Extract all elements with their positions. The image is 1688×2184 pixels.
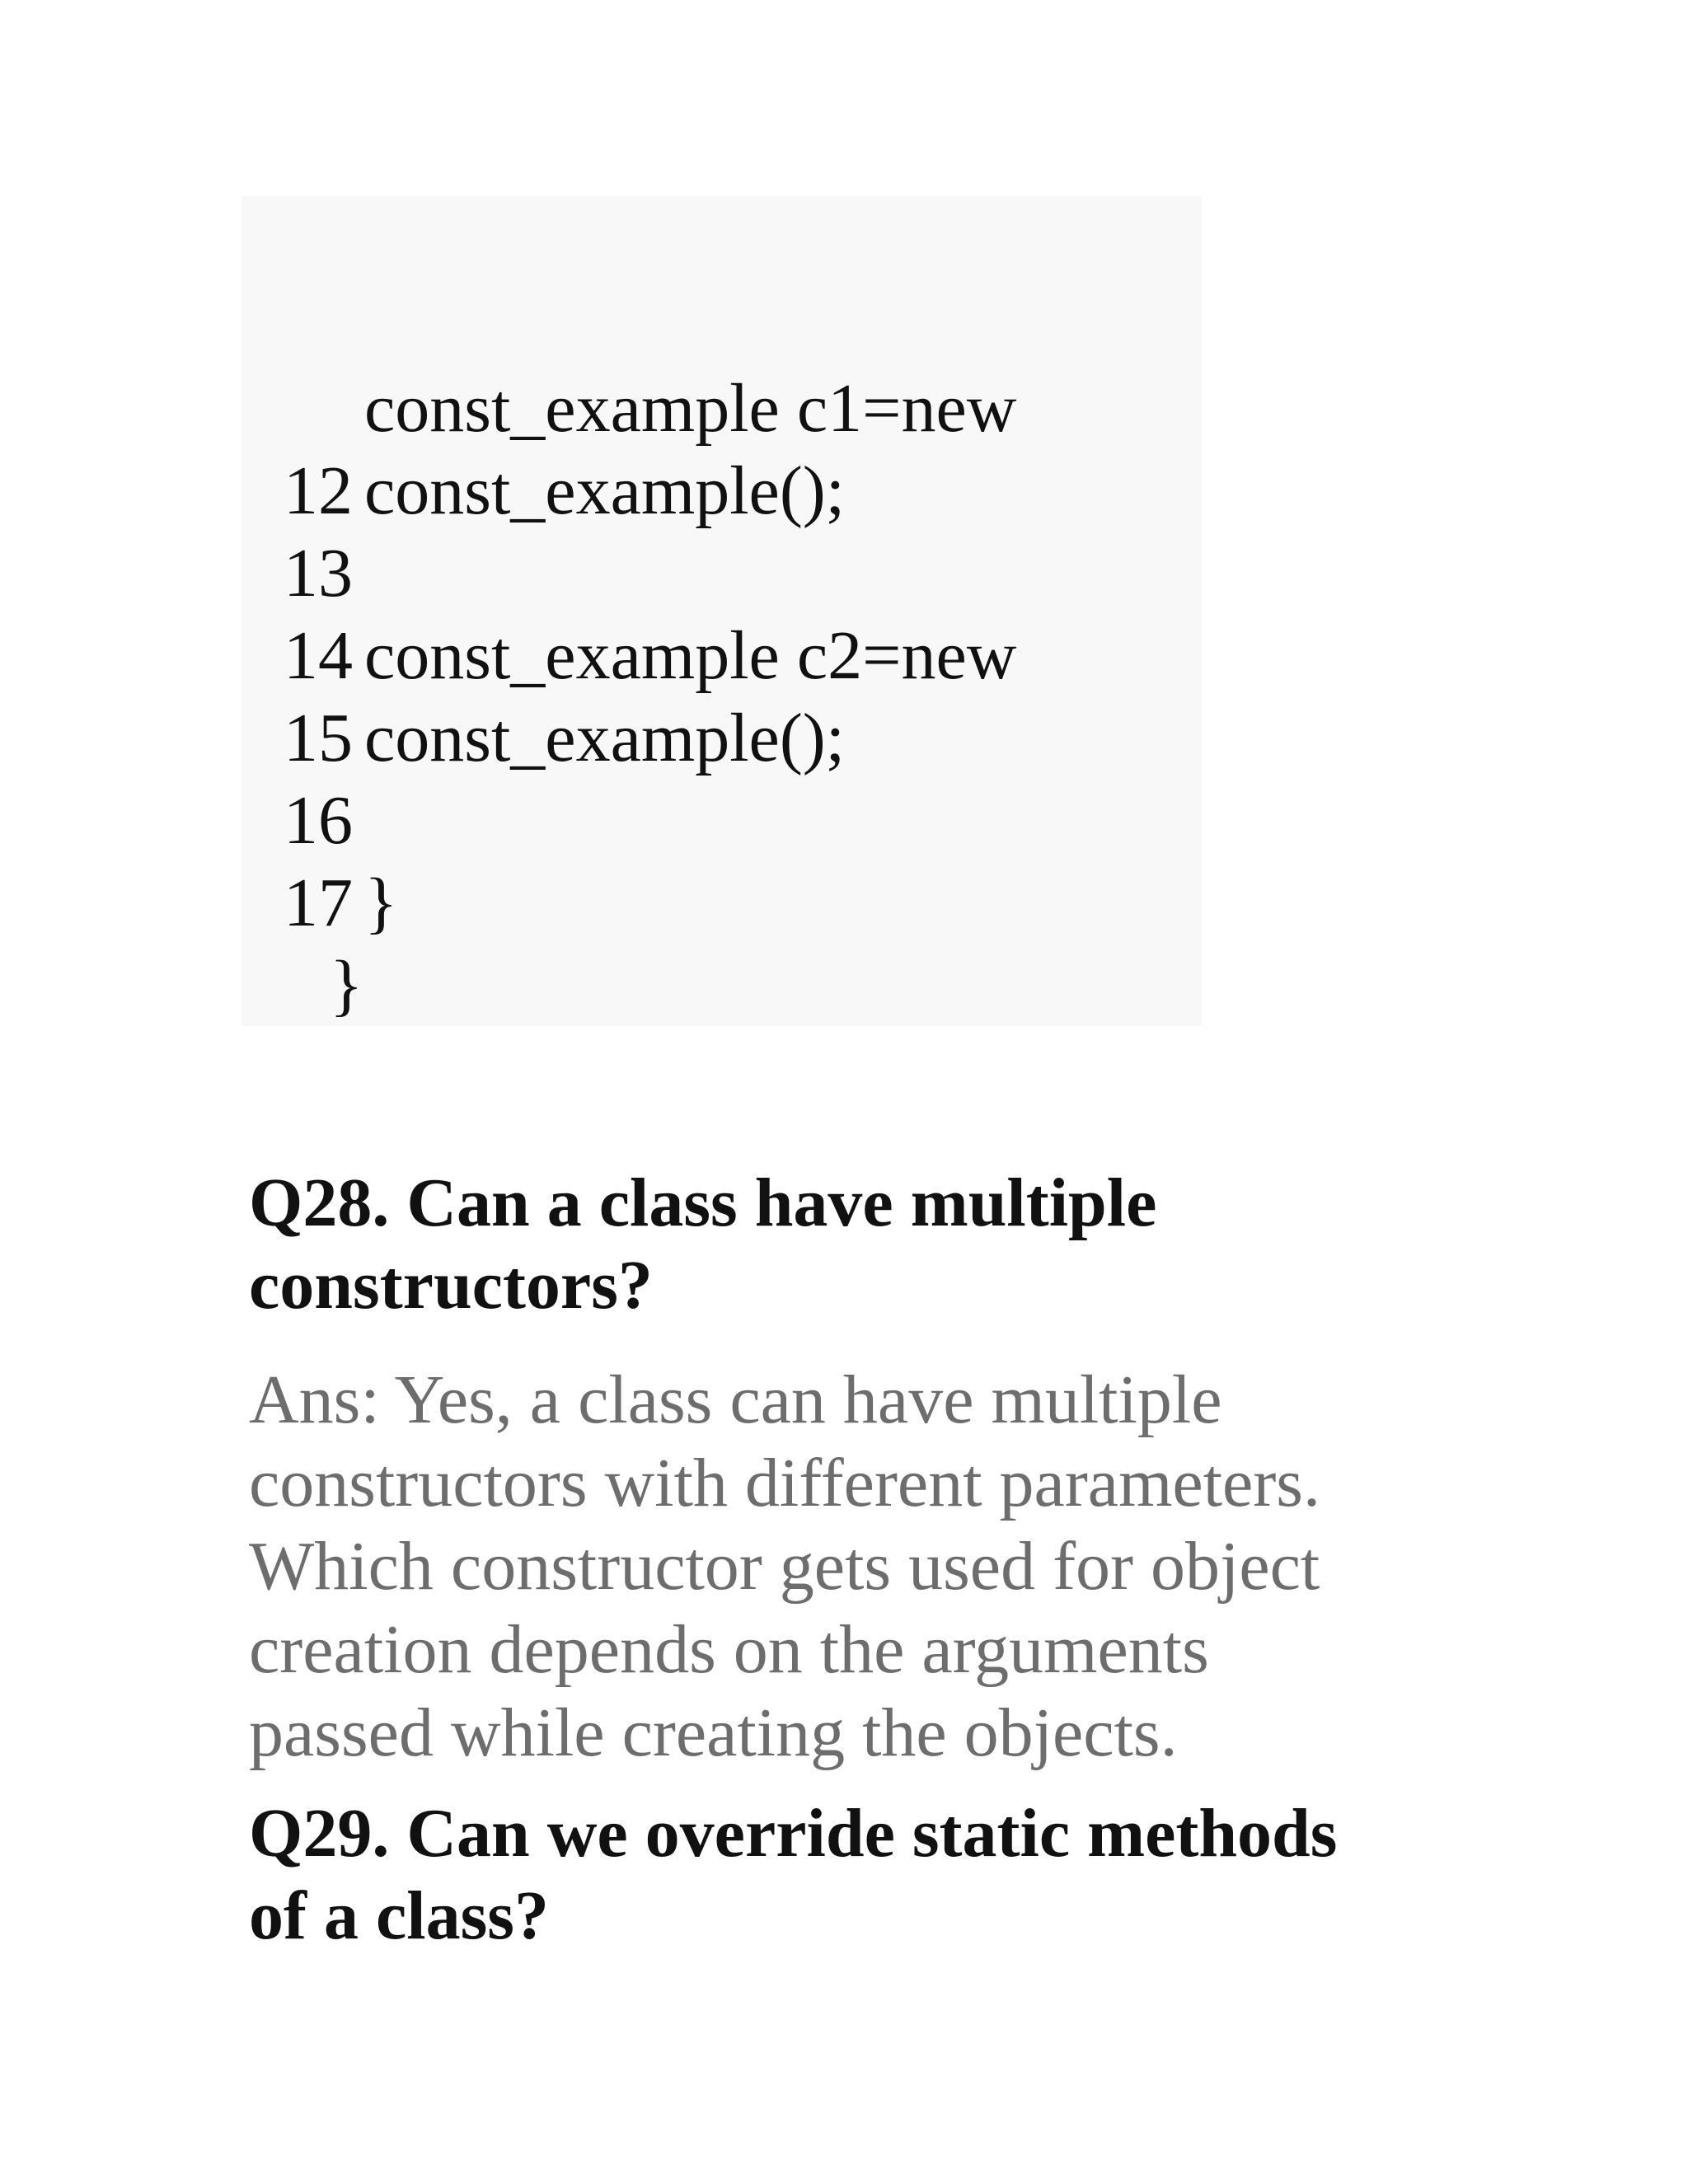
code-text: const_example(); xyxy=(364,700,846,776)
code-closing-brace: } xyxy=(330,947,363,1024)
question-line: Q28. Can a class have multiple xyxy=(249,1165,1157,1241)
answer-q28 xyxy=(249,1358,1419,1774)
question-line: of a class? xyxy=(249,1877,549,1954)
answer-line: Ans: Yes, a class can have multiple xyxy=(249,1361,1222,1438)
answer-line: Which constructor gets used for object xyxy=(249,1528,1320,1605)
line-number: 13 xyxy=(284,535,353,612)
answer-line: constructors with different parameters. xyxy=(249,1445,1320,1521)
line-number: 17 xyxy=(284,865,353,941)
line-number: 15 xyxy=(284,700,353,776)
answer-line: creation depends on the arguments xyxy=(249,1611,1209,1688)
question-heading-q29 xyxy=(249,1793,1337,1957)
answer-line: passed while creating the objects. xyxy=(249,1694,1178,1771)
line-number: 16 xyxy=(284,782,353,859)
code-text: const_example(); xyxy=(364,452,846,529)
code-text: } xyxy=(364,865,398,941)
line-number: 12 xyxy=(284,452,353,529)
line-number: 14 xyxy=(284,617,353,694)
code-text: const_example c1=new xyxy=(364,370,1017,447)
question-line: Q29. Can we override static methods xyxy=(249,1795,1338,1872)
code-line-17 xyxy=(249,780,397,944)
code-text: const_example c2=new xyxy=(364,617,1017,694)
question-line: constructors? xyxy=(249,1247,653,1324)
question-heading-q28 xyxy=(249,1162,1156,1327)
